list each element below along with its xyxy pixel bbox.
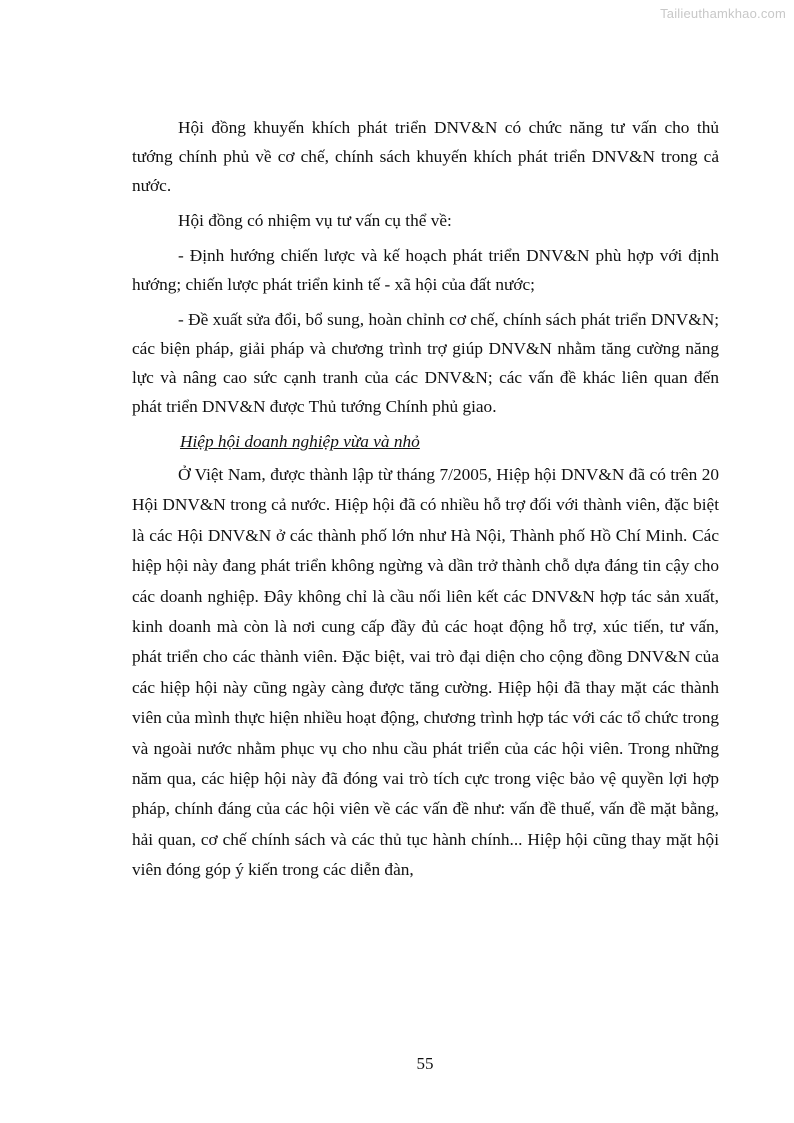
document-body (132, 113, 719, 886)
paragraph-association: Ở Việt Nam, được thành lập từ tháng 7/2005, Hiệp hội DNV&N đã có trên 20 Hội DNV&N trong cả nước. Hiệp hội đã có nhiều hỗ trợ đối với thành viên, đặc biệt là các Hội DNV&N ở các thành phố lớn như Hà Nội, Thành phố Hồ Chí Minh. Các hiệp hội này đang phát triển không ngừng và dần trở thành chỗ dựa đáng tin cậy cho các doanh nghiệp. Đây không chỉ là cầu nối liên kết các DNV&N hợp tác sản xuất, kinh doanh mà còn là nơi cung cấp đầy đủ các hoạt động hỗ trợ, xúc tiến, tư vấn, phát triển cho các thành viên. Đặc biệt, vai trò đại diện cho cộng đồng DNV&N của các hiệp hội này cũng ngày càng được tăng cường. Hiệp hội đã thay mặt các thành viên của mình thực hiện nhiều hoạt động, chương trình hợp tác với các tổ chức trong và ngoài nước nhằm phục vụ cho nhu cầu phát triển của các hội viên. Trong những năm qua, các hiệp hội này đã đóng vai trò tích cực trong việc bảo vệ quyền lợi hợp pháp, chính đáng của các hội viên về các vấn đề như: vấn đề thuế, vấn đề mặt bằng, hải quan, cơ chế chính sách và các thủ tục hành chính... Hiệp hội cũng thay mặt hội viên đóng góp ý kiến trong các diễn đàn, (132, 465, 719, 880)
paragraph-strategy-orientation: - Định hướng chiến lược và kế hoạch phát triển DNV&N phù hợp với định hướng; chiến lược phát triển kinh tế - xã hội của đất nước; (132, 246, 719, 294)
section-heading (132, 427, 719, 456)
watermark: Tailieuthamkhao.com (660, 6, 786, 21)
paragraph-council-function: Hội đồng khuyến khích phát triển DNV&N có chức năng tư vấn cho thủ tướng chính phủ về cơ chế, chính sách khuyến khích phát triển DNV&N trong cả nước. (132, 118, 719, 195)
page-number: 55 (416, 1054, 434, 1073)
paragraph-council-duties: Hội đồng có nhiệm vụ tư vấn cụ thể về: (178, 211, 452, 230)
paragraph-policy-proposal: - Đề xuất sửa đổi, bổ sung, hoàn chỉnh cơ chế, chính sách phát triển DNV&N; các biện pháp, giải pháp và chương trình trợ giúp DNV&N nhằm tăng cường năng lực và nâng cao sức cạnh tranh của các DNV&N; các vấn đề khác liên quan đến phát triển DNV&N được Thủ tướng Chính phủ giao. (132, 310, 719, 416)
section-heading-text: Hiệp hội doanh nghiệp vừa và nhỏ (180, 432, 420, 451)
